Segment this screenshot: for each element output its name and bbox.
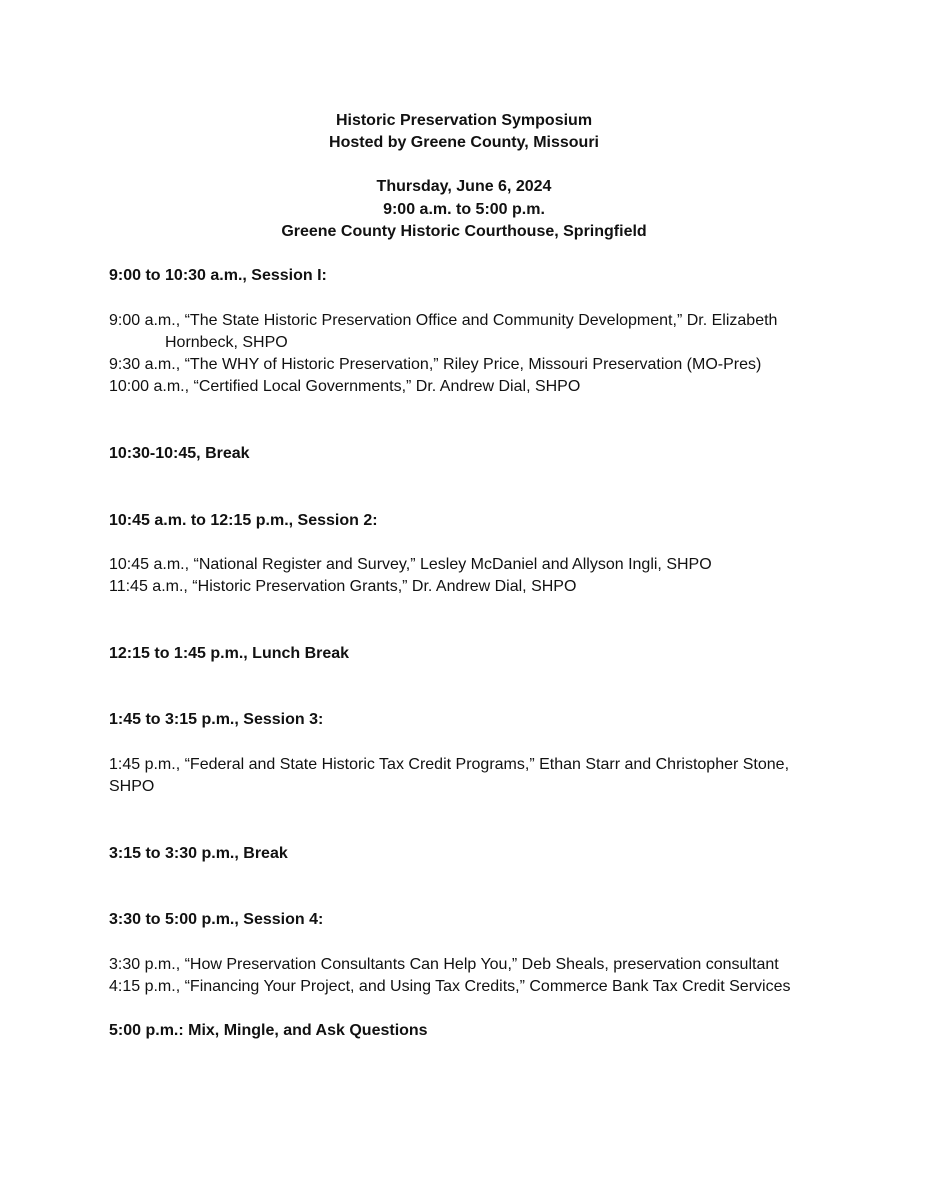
break-2: 3:15 to 3:30 p.m., Break xyxy=(109,845,288,862)
session-3-item-1-continued: SHPO xyxy=(109,778,155,795)
session-2-item-2: 11:45 a.m., “Historic Preservation Grants,” Dr. Andrew Dial, SHPO xyxy=(109,578,577,595)
event-time: 9:00 a.m. to 5:00 p.m. xyxy=(383,201,545,218)
session-1-heading: 9:00 to 10:30 a.m., Session I: xyxy=(109,267,327,284)
closing-event: 5:00 p.m.: Mix, Mingle, and Ask Questions xyxy=(109,1022,428,1039)
session-3-heading: 1:45 to 3:15 p.m., Session 3: xyxy=(109,711,324,728)
session-4-heading: 3:30 to 5:00 p.m., Session 4: xyxy=(109,911,324,928)
session-4-item-1: 3:30 p.m., “How Preservation Consultants Can Help You,” Deb Sheals, preservation consultant xyxy=(109,956,779,973)
document-host: Hosted by Greene County, Missouri xyxy=(329,134,599,151)
session-1-item-1: 9:00 a.m., “The State Historic Preservation Office and Community Development,” Dr. Elizabeth xyxy=(109,312,778,329)
event-date: Thursday, June 6, 2024 xyxy=(376,178,552,195)
session-3-item-1: 1:45 p.m., “Federal and State Historic Tax Credit Programs,” Ethan Starr and Christopher Stone, xyxy=(109,756,790,773)
session-1-item-2: 9:30 a.m., “The WHY of Historic Preservation,” Riley Price, Missouri Preservation (MO-Pres) xyxy=(109,356,762,373)
event-venue: Greene County Historic Courthouse, Springfield xyxy=(281,223,647,240)
session-1-item-1-continued: Hornbeck, SHPO xyxy=(165,334,288,351)
session-1-item-3: 10:00 a.m., “Certified Local Governments,” Dr. Andrew Dial, SHPO xyxy=(109,378,581,395)
break-1: 10:30-10:45, Break xyxy=(109,445,250,462)
session-4-item-2: 4:15 p.m., “Financing Your Project, and Using Tax Credits,” Commerce Bank Tax Credit Services xyxy=(109,978,791,995)
session-2-heading: 10:45 a.m. to 12:15 p.m., Session 2: xyxy=(109,512,378,529)
document-title: Historic Preservation Symposium xyxy=(335,112,593,129)
session-2-item-1: 10:45 a.m., “National Register and Survey,” Lesley McDaniel and Allyson Ingli, SHPO xyxy=(109,556,712,573)
lunch-break: 12:15 to 1:45 p.m., Lunch Break xyxy=(109,645,350,662)
